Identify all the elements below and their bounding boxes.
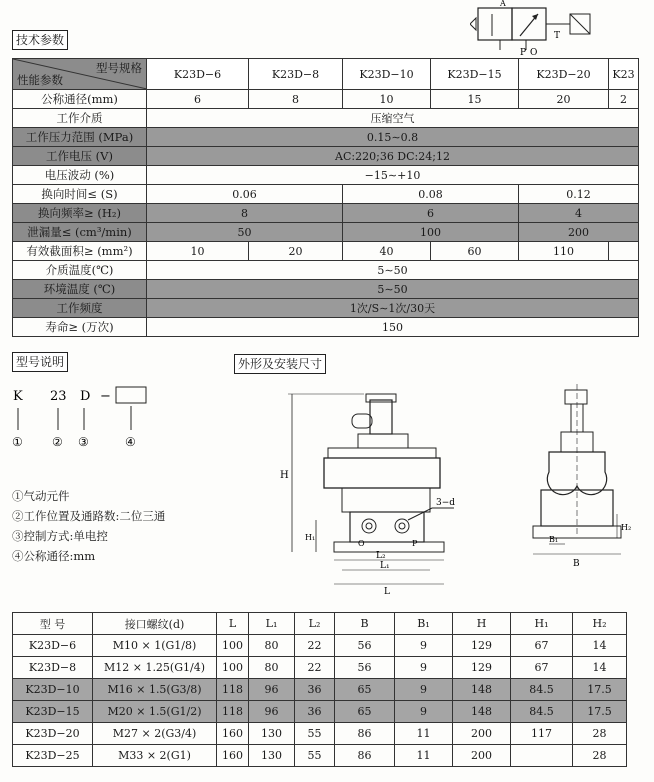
spec-row-freq bbox=[13, 204, 639, 223]
header-cell: H bbox=[453, 613, 511, 635]
cell: 0.06 bbox=[147, 185, 343, 204]
cell: 148 bbox=[453, 701, 511, 723]
legend-item: ③控制方式:单电控 bbox=[12, 529, 108, 543]
cell: 15 bbox=[431, 90, 519, 109]
table-row bbox=[13, 723, 627, 745]
row-label: 有效截面积≥ (mm²) bbox=[13, 242, 147, 261]
cell: 14 bbox=[573, 657, 627, 679]
cell: 6 bbox=[343, 204, 519, 223]
cell: 130 bbox=[249, 745, 295, 767]
drawing-title: 外形及安装尺寸 bbox=[234, 354, 326, 374]
header-cell: 接口螺纹(d) bbox=[93, 613, 217, 635]
dim-h1-label: H₁ bbox=[305, 533, 316, 542]
cell: 80 bbox=[249, 657, 295, 679]
cell: 56 bbox=[335, 657, 395, 679]
cell: 6 bbox=[147, 90, 249, 109]
corner-bottom-label: 性能参数 bbox=[17, 73, 63, 87]
cell: 80 bbox=[249, 635, 295, 657]
row-label: 寿命≥ (万次) bbox=[13, 318, 147, 337]
cell: 28 bbox=[573, 723, 627, 745]
row-label: 公称通径(mm) bbox=[13, 90, 147, 109]
dimensions-table bbox=[12, 612, 627, 767]
cell: 118 bbox=[217, 679, 249, 701]
cell: 55 bbox=[295, 723, 335, 745]
cell: 148 bbox=[453, 679, 511, 701]
row-label: 泄漏量≤ (cm³/min) bbox=[13, 223, 147, 242]
code-dash: − bbox=[100, 389, 111, 404]
model-header: K23D−8 bbox=[249, 59, 343, 90]
cell: 60 bbox=[431, 242, 519, 261]
corner-top-label: 型号规格 bbox=[96, 61, 142, 75]
cell: 11 bbox=[395, 723, 453, 745]
model-header: K23D−20 bbox=[519, 59, 609, 90]
cell: 100 bbox=[217, 635, 249, 657]
cell: 117 bbox=[511, 723, 573, 745]
model-header: K23D−15 bbox=[431, 59, 519, 90]
symbol-label-p: P bbox=[520, 48, 527, 56]
row-label: 换向频率≥ (H₂) bbox=[13, 204, 147, 223]
spec-section-title: 技术参数 bbox=[12, 30, 68, 50]
spec-row-area bbox=[13, 242, 639, 261]
valve-symbol-diagram bbox=[470, 0, 610, 56]
legend-item: ①气动元件 bbox=[12, 489, 70, 503]
dim-b1-label: B₁ bbox=[549, 535, 559, 544]
table-row bbox=[13, 657, 627, 679]
cell: 2 bbox=[609, 90, 639, 109]
spec-row-pressure bbox=[13, 128, 639, 147]
cell: 129 bbox=[453, 635, 511, 657]
cell: 0.15∼0.8 bbox=[147, 128, 639, 147]
spec-table bbox=[12, 58, 639, 337]
dim-h-label: H bbox=[280, 470, 289, 481]
cell: 0.12 bbox=[519, 185, 639, 204]
header-cell: 型 号 bbox=[13, 613, 93, 635]
row-label: 电压波动 (%) bbox=[13, 166, 147, 185]
cell: 8 bbox=[249, 90, 343, 109]
cell: 84.5 bbox=[511, 679, 573, 701]
cell: 4 bbox=[519, 204, 639, 223]
spec-row-switch-time bbox=[13, 185, 639, 204]
marker-3: ③ bbox=[78, 435, 89, 449]
row-label: 工作介质 bbox=[13, 109, 147, 128]
cell: 9 bbox=[395, 701, 453, 723]
cell: 100 bbox=[217, 657, 249, 679]
cell: M12 × 1.25(G1/4) bbox=[93, 657, 217, 679]
model-legend bbox=[12, 486, 165, 566]
cell: 0.08 bbox=[343, 185, 519, 204]
spec-corner-cell bbox=[13, 59, 147, 90]
cell: 56 bbox=[335, 635, 395, 657]
spec-row-fluct bbox=[13, 166, 639, 185]
cell: 96 bbox=[249, 679, 295, 701]
code-d: D bbox=[80, 389, 91, 404]
cell: 200 bbox=[453, 745, 511, 767]
spec-row-medium bbox=[13, 109, 639, 128]
header-cell: L₁ bbox=[249, 613, 295, 635]
cell: 96 bbox=[249, 701, 295, 723]
cell: M33 × 2(G1) bbox=[93, 745, 217, 767]
cell: 8 bbox=[147, 204, 343, 223]
cell: −15∼+10 bbox=[147, 166, 639, 185]
cell: 10 bbox=[147, 242, 249, 261]
port-o-label: O bbox=[358, 539, 365, 548]
spec-row-env-temp bbox=[13, 280, 639, 299]
model-code-diagram bbox=[8, 384, 158, 454]
symbol-label-o: O bbox=[530, 48, 538, 56]
dims-header-row bbox=[13, 613, 627, 635]
cell: 压缩空气 bbox=[147, 109, 639, 128]
cell: M20 × 1.5(G1/2) bbox=[93, 701, 217, 723]
cell: 110 bbox=[519, 242, 609, 261]
table-row bbox=[13, 679, 627, 701]
spec-row-bore bbox=[13, 90, 639, 109]
cell: 22 bbox=[295, 635, 335, 657]
cell: K23D−15 bbox=[13, 701, 93, 723]
cell: K23D−10 bbox=[13, 679, 93, 701]
thread-label: 3−d bbox=[436, 498, 456, 508]
cell: 20 bbox=[249, 242, 343, 261]
legend-item: ④公称通径:mm bbox=[12, 549, 96, 563]
cell: 9 bbox=[395, 679, 453, 701]
marker-1: ① bbox=[12, 435, 23, 449]
model-section-title: 型号说明 bbox=[12, 352, 68, 372]
cell: 9 bbox=[395, 635, 453, 657]
legend-item: ②工作位置及通路数:二位三通 bbox=[12, 509, 166, 523]
cell: 5∼50 bbox=[147, 280, 639, 299]
spec-row-med-temp bbox=[13, 261, 639, 280]
cell: 40 bbox=[343, 242, 431, 261]
model-header: K23D−6 bbox=[147, 59, 249, 90]
code-23: 23 bbox=[50, 389, 67, 404]
spec-row-leak bbox=[13, 223, 639, 242]
cell: 36 bbox=[295, 679, 335, 701]
dim-l-label: L bbox=[384, 587, 390, 597]
cell: M16 × 1.5(G3/8) bbox=[93, 679, 217, 701]
cell: 22 bbox=[295, 657, 335, 679]
cell: 86 bbox=[335, 745, 395, 767]
spec-header-row bbox=[13, 59, 639, 90]
cell: 36 bbox=[295, 701, 335, 723]
cell: AC:220;36 DC:24;12 bbox=[147, 147, 639, 166]
cell: M27 × 2(G3/4) bbox=[93, 723, 217, 745]
row-label: 工作压力范围 (MPa) bbox=[13, 128, 147, 147]
model-header: K23 bbox=[609, 59, 639, 90]
header-cell: B bbox=[335, 613, 395, 635]
cell: 86 bbox=[335, 723, 395, 745]
dim-l1-label: L₁ bbox=[380, 561, 390, 571]
row-label: 工作频度 bbox=[13, 299, 147, 318]
cell: 1次/S∼1次/30天 bbox=[147, 299, 639, 318]
cell: K23D−20 bbox=[13, 723, 93, 745]
cell: 17.5 bbox=[573, 679, 627, 701]
header-cell: L bbox=[217, 613, 249, 635]
header-cell: H₂ bbox=[573, 613, 627, 635]
cell: 150 bbox=[147, 318, 639, 337]
cell: 67 bbox=[511, 635, 573, 657]
cell: 200 bbox=[519, 223, 639, 242]
symbol-label-a: A bbox=[500, 0, 506, 8]
cell bbox=[511, 745, 573, 767]
cell: 55 bbox=[295, 745, 335, 767]
header-cell: H₁ bbox=[511, 613, 573, 635]
dim-l2-label: L₂ bbox=[376, 551, 386, 561]
spec-row-work-freq bbox=[13, 299, 639, 318]
side-view-drawing bbox=[525, 384, 635, 584]
cell: 160 bbox=[217, 745, 249, 767]
code-k: K bbox=[13, 389, 23, 404]
cell: 9 bbox=[395, 657, 453, 679]
front-view-drawing bbox=[272, 380, 472, 605]
row-label: 换向时间≤ (S) bbox=[13, 185, 147, 204]
cell: 65 bbox=[335, 701, 395, 723]
row-label: 工作电压 (V) bbox=[13, 147, 147, 166]
marker-2: ② bbox=[52, 435, 63, 449]
table-row bbox=[13, 745, 627, 767]
cell: 67 bbox=[511, 657, 573, 679]
port-p-label: P bbox=[412, 539, 418, 548]
cell: 5∼50 bbox=[147, 261, 639, 280]
row-label: 环境温度 (℃) bbox=[13, 280, 147, 299]
cell: K23D−25 bbox=[13, 745, 93, 767]
spec-row-life bbox=[13, 318, 639, 337]
spec-row-voltage bbox=[13, 147, 639, 166]
cell: 11 bbox=[395, 745, 453, 767]
marker-4: ④ bbox=[125, 435, 136, 449]
cell: 129 bbox=[453, 657, 511, 679]
cell: M10 × 1(G1/8) bbox=[93, 635, 217, 657]
cell: 17.5 bbox=[573, 701, 627, 723]
dim-b-label: B bbox=[573, 559, 580, 569]
cell: 160 bbox=[217, 723, 249, 745]
cell: 118 bbox=[217, 701, 249, 723]
cell: 10 bbox=[343, 90, 431, 109]
cell: 50 bbox=[147, 223, 343, 242]
cell: 14 bbox=[573, 635, 627, 657]
cell: 84.5 bbox=[511, 701, 573, 723]
cell bbox=[609, 242, 639, 261]
table-row bbox=[13, 701, 627, 723]
header-cell: L₂ bbox=[295, 613, 335, 635]
symbol-label-t: T bbox=[554, 31, 561, 41]
cell: 130 bbox=[249, 723, 295, 745]
dim-h2-label: H₂ bbox=[621, 523, 632, 532]
table-row bbox=[13, 635, 627, 657]
cell: 20 bbox=[519, 90, 609, 109]
cell: K23D−6 bbox=[13, 635, 93, 657]
cell: K23D−8 bbox=[13, 657, 93, 679]
row-label: 介质温度(℃) bbox=[13, 261, 147, 280]
model-header: K23D−10 bbox=[343, 59, 431, 90]
header-cell: B₁ bbox=[395, 613, 453, 635]
cell: 100 bbox=[343, 223, 519, 242]
cell: 28 bbox=[573, 745, 627, 767]
cell: 200 bbox=[453, 723, 511, 745]
cell: 65 bbox=[335, 679, 395, 701]
